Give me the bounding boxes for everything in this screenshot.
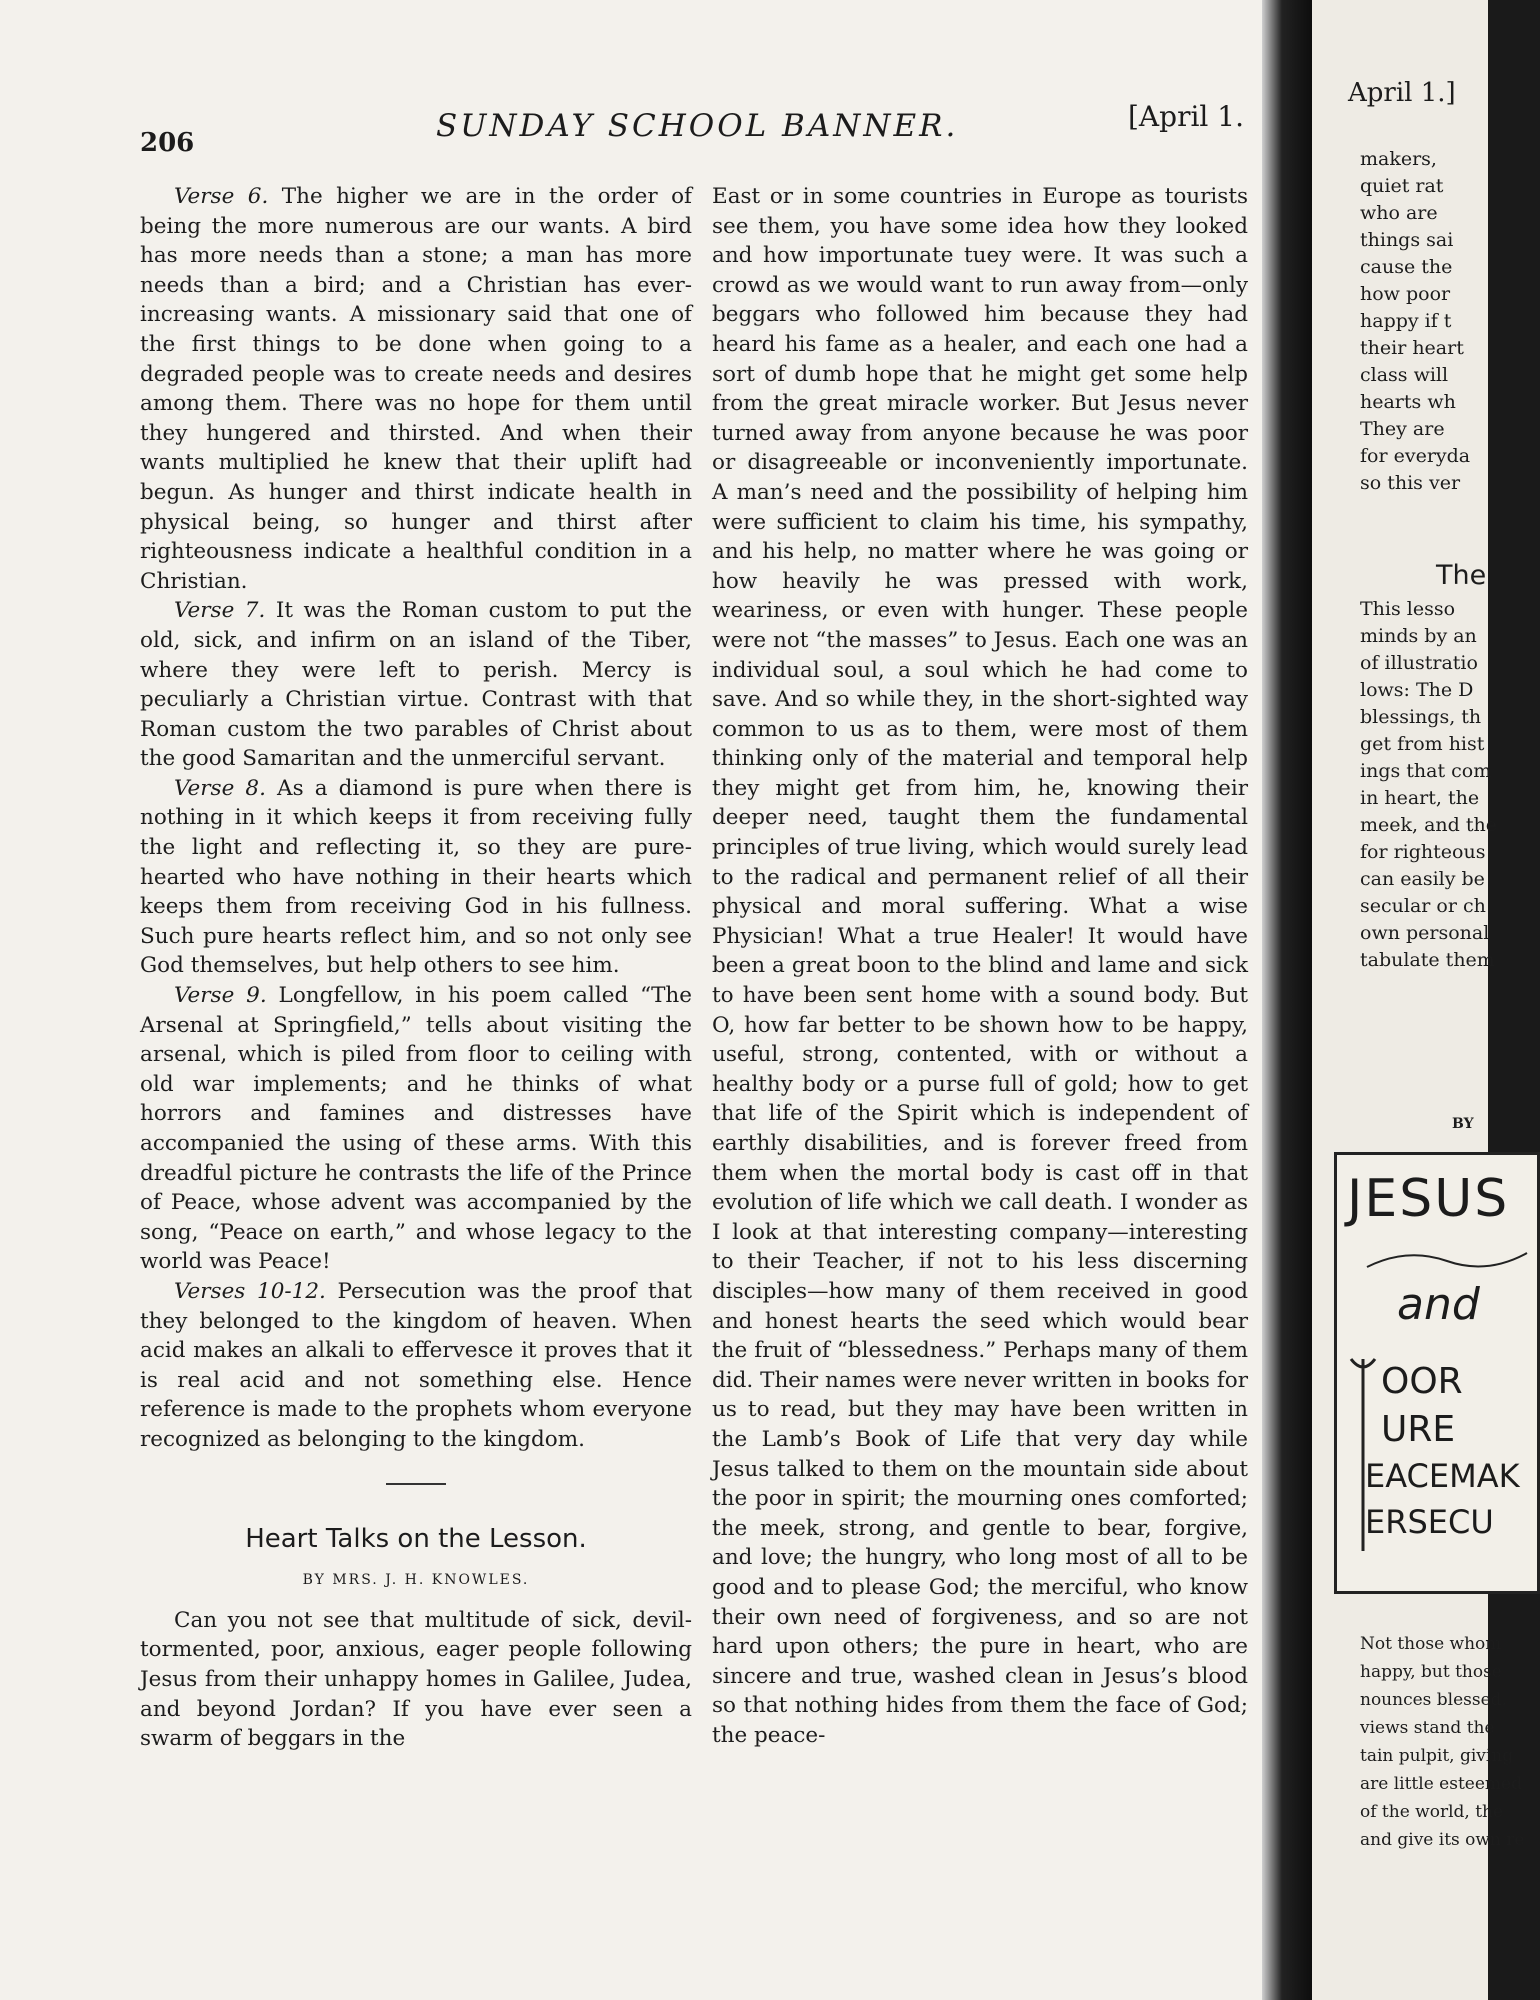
right-byline: BY: [1452, 1116, 1474, 1132]
right-subheading: The: [1436, 560, 1487, 591]
right-column-middle: [1360, 596, 1510, 974]
right-header-date: April 1.]: [1348, 78, 1456, 108]
text-line: happy, but those: [1360, 1662, 1502, 1682]
page-gutter: [1262, 0, 1312, 2000]
section-divider: [386, 1483, 446, 1485]
verse-label: Verse 7.: [174, 598, 266, 624]
verse-text: Longfellow, in his poem called “The Arsenal at Springfield,” tells about visiting the arsenal, which is piled from floor to ceiling with old war implements; and he thinks of what horrors and famines and distresses have accompanied the using of these arms. With this dreadful picture he contrasts the life of the Prince of Peace, whose advent was accompanied by the song, “Peace on earth,” and whose legacy to the world was Peace!: [140, 983, 692, 1275]
journal-title: SUNDAY SCHOOL BANNER.: [436, 108, 959, 144]
text-line: class will: [1360, 364, 1449, 386]
poster-line: EACEMAK: [1365, 1457, 1520, 1495]
text-line: makers,: [1360, 148, 1437, 170]
page-number: 206: [140, 128, 195, 158]
text-line: views stand the: [1360, 1718, 1495, 1738]
text-line: nounces blessed.: [1360, 1690, 1507, 1710]
right-page: [1312, 0, 1525, 2000]
text-line: tabulate them: [1360, 949, 1495, 971]
verses-10-12-paragraph: [140, 1277, 692, 1455]
text-line: This lesso: [1360, 598, 1456, 620]
poster-line: URE: [1381, 1409, 1456, 1450]
text-line: blessings, th: [1360, 706, 1482, 728]
text-line: so this ver: [1360, 472, 1461, 494]
text-line: own personal: [1360, 922, 1490, 944]
verse-text: As a diamond is pure when there is nothing in it which keeps it from receiving fully the light and reflecting it, so they are pure-hearted who have nothing in their hearts which keeps them from receiving God in his fullness. Such pure hearts reflect him, and so not only see God themselves, but help others to see him.: [140, 775, 692, 979]
text-line: get from hist: [1360, 733, 1485, 755]
text-line: in heart, the: [1360, 787, 1480, 809]
left-column: [140, 182, 692, 1754]
text-line: of the world, the: [1360, 1802, 1504, 1822]
text-line: meek, and the: [1360, 814, 1497, 836]
verse-label: Verse 8.: [174, 775, 266, 801]
lettered-poster: [1334, 1152, 1540, 1594]
text-line: can easily be: [1360, 868, 1485, 890]
text-line: happy if t: [1360, 310, 1452, 332]
text-line: ings that com: [1360, 760, 1492, 782]
verse-text: Persecution was the proof that they belonged to the kingdom of heaven. When acid makes an alkali to effervesce it proves that it is real acid and not something else. Hence reference is made to the prophets whom everyone recognized as belonging to the kingdom.: [140, 1278, 692, 1452]
middle-column: [712, 182, 1248, 1750]
text-line: and give its own re: [1360, 1830, 1525, 1850]
text-line: are little esteemed: [1360, 1774, 1522, 1794]
text-line: secular or ch: [1360, 895, 1486, 917]
text-line: how poor: [1360, 283, 1451, 305]
right-column-bottom: [1360, 1630, 1525, 1854]
verse-9-paragraph: [140, 981, 692, 1277]
byline: BY MRS. J. H. KNOWLES.: [302, 1572, 530, 1589]
verse-text: The higher we are in the order of being the more numerous are our wants. A bird has more needs than a stone; a man has more needs than a bird; and a Christian has ever-increasing wants. A missionary said that one of the first things to be done when going to a degraded people was to create needs and desires among them. There was no hope for them until they hungered and thirsted. And when their wants multiplied he knew that their uplift had begun. As hunger and thirst indicate health in physical being, so hunger and thirst after righteousness indicate a healthful condition in a Christian.: [140, 184, 692, 594]
section-title: Heart Talks on the Lesson.: [245, 1523, 587, 1554]
text-line: Not those whom: [1360, 1634, 1502, 1654]
heart-talk-paragraph: Can you not see that multitude of sick, devil-tormented, poor, anxious, eager people following Jesus from their unhappy homes in Galilee, Judea, and beyond Jordan? If you have ever seen a swarm of beggars in the: [140, 1607, 692, 1752]
heart-talk-continued: East or in some countries in Europe as tourists see them, you have some idea how they looked and how importunate tuey were. It was such a crowd as we would want to run away from—only beggars who followed him because they had heard his fame as a healer, and each one had a sort of dumb hope that he might get some help from the great miracle worker. But Jesus never turned away from anyone because he was poor or disagreeable or inconveniently importunate. A man’s need and the possibility of helping him were sufficient to claim his time, his sympathy, and his help, no matter where he was going or how heavily he was pressed with work, weariness, or even with hunger. These people were not “the masses” to Jesus. Each one was an individual soul, a soul which he had come to save. And so while they, in the short-sighted way common to us as to them, were most of them thinking only of the material and temporal help they might get from him, he, knowing their deeper need, taught them the fundamental principles of true living, which would surely lead to the radical and permanent relief of all their physical and moral suffering. What a wise Physician! What a true Healer! It would have been a great boon to the blind and lame and sick to have been sent home with a sound body. But O, how far better to be shown how to be happy, useful, strong, contented, with or without a healthy body or a purse full of gold; how to get that life of the Spirit which is independent of earthly disabilities, and is forever freed from them when the mortal body is cast off in that evolution of life which we call death. I wonder as I look at that interesting company—interesting to their Teacher, if not to his less discerning disciples—how many of them received in good and honest hearts the seed which would bear the fruit of “blessedness.” Perhaps many of them did. Their names were never written in books for us to read, but they may have been written in the Lamb’s Book of Life that very day while Jesus talked to them on the mountain side about the poor in spirit; the mourning ones comforted; the meek, strong, and gentle to bear, forgive, and love; the hungry, who long most of all to be good and to please God; the merciful, who know their own need of forgiveness, and so are not hard upon others; the pure in heart, who are sincere and true, washed clean in Jesus’s blood so that nothing hides from them the face of God; the peace-: [712, 184, 1248, 1748]
verse-6-paragraph: [140, 182, 692, 596]
verse-text: It was the Roman custom to put the old, sick, and infirm on an island of the Tiber, where they were left to perish. Mercy is peculiarly a Christian virtue. Contrast with that Roman custom the two parables of Christ about the good Samaritan and the unmerciful servant.: [140, 598, 692, 772]
text-line: They are: [1360, 418, 1445, 440]
text-line: tain pulpit, giving: [1360, 1746, 1514, 1766]
text-line: their heart: [1360, 337, 1464, 359]
poster-line: JESUS: [1347, 1169, 1510, 1229]
poster-line: and: [1397, 1279, 1480, 1330]
verse-7-paragraph: [140, 596, 692, 774]
text-line: for righteous: [1360, 841, 1486, 863]
text-line: hearts wh: [1360, 391, 1456, 413]
text-line: minds by an: [1360, 625, 1477, 647]
header-date: [April 1.: [1128, 100, 1244, 133]
right-column-top: [1360, 146, 1510, 497]
verse-8-paragraph: [140, 774, 692, 981]
text-line: cause the: [1360, 256, 1453, 278]
text-line: quiet rat: [1360, 175, 1444, 197]
verse-label: Verse 6.: [174, 184, 269, 209]
poster-flourish: [1367, 1247, 1527, 1277]
text-line: lows: The D: [1360, 679, 1474, 701]
text-line: for everyda: [1360, 445, 1471, 467]
poster-initial-ornament: [1343, 1355, 1383, 1555]
poster-line: ERSECU: [1365, 1503, 1494, 1541]
verse-label: Verses 10-12.: [174, 1278, 326, 1304]
text-line: of illustratio: [1360, 652, 1478, 674]
verse-label: Verse 9.: [174, 983, 267, 1009]
text-line: who are: [1360, 202, 1438, 224]
poster-line: OOR: [1381, 1361, 1463, 1402]
text-line: things sai: [1360, 229, 1454, 251]
